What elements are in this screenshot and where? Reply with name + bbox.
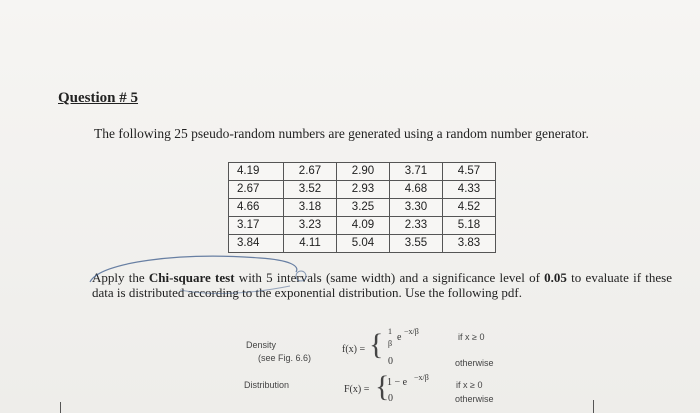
question-heading: Question # 5 (58, 90, 139, 106)
table-cell: 4.57 (443, 163, 496, 181)
density-case1-condition: if x ≥ 0 (458, 332, 485, 342)
edge-mark (593, 400, 594, 413)
distribution-case1: 1 − e (387, 377, 408, 388)
density-note: (see Fig. 6.6) (258, 353, 312, 363)
table-cell: 2.67 (229, 181, 284, 199)
table-row (229, 199, 496, 217)
density-exp-base: e (397, 332, 402, 343)
table-cell: 4.52 (443, 199, 496, 217)
table-row (229, 181, 496, 199)
intro-text: The following 25 pseudo-random numbers are generated using a random number generator. (94, 126, 589, 141)
table-cell: 4.66 (229, 199, 284, 217)
table-cell: 3.52 (284, 181, 337, 199)
table-row (229, 163, 496, 181)
instruction-part: with 5 intervals (same width) and a significance level of (234, 270, 545, 285)
table-cell: 2.93 (337, 181, 390, 199)
instruction-paragraph (92, 270, 672, 300)
table-cell: 3.17 (229, 217, 284, 235)
table-row (229, 235, 496, 253)
table-cell: 2.33 (390, 217, 443, 235)
density-fraction-num: 1 (388, 327, 392, 336)
density-brace: { (369, 328, 384, 361)
density-exp-power: −x/β (404, 327, 419, 336)
random-numbers-table (228, 162, 496, 253)
table-cell: 4.11 (284, 235, 337, 253)
density-lhs: f(x) = (342, 344, 366, 355)
distribution-brace: { (375, 370, 390, 403)
edge-mark (60, 402, 61, 413)
table-cell: 2.67 (284, 163, 337, 181)
distribution-case2-condition: otherwise (455, 394, 494, 404)
instruction-alpha: 0.05 (544, 270, 567, 285)
table-cell: 3.71 (390, 163, 443, 181)
table-row (229, 217, 496, 235)
table-cell: 3.83 (443, 235, 496, 253)
table-cell: 4.68 (390, 181, 443, 199)
distribution-case1-condition: if x ≥ 0 (456, 380, 483, 390)
instruction-part: to evaluate if these data is distributed according to the exponential distribution. Use the following pdf. (92, 270, 673, 300)
distribution-lhs: F(x) = (344, 384, 370, 395)
table-cell: 3.18 (284, 199, 337, 217)
distribution-label: Distribution (244, 380, 290, 390)
table-cell: 3.30 (390, 199, 443, 217)
density-label: Density (246, 340, 277, 350)
table-cell: 5.18 (443, 217, 496, 235)
table-cell: 3.23 (284, 217, 337, 235)
instruction-part: Apply the (92, 270, 149, 285)
distribution-exp-power: −x/β (414, 373, 429, 382)
table-cell: 5.04 (337, 235, 390, 253)
table-cell: 3.84 (229, 235, 284, 253)
table-cell: 4.33 (443, 181, 496, 199)
density-fraction-den: β (388, 339, 393, 348)
instruction-test-name: Chi-square test (148, 270, 235, 285)
density-case2-condition: otherwise (455, 358, 494, 368)
table-cell: 2.90 (337, 163, 390, 181)
table-cell: 3.55 (390, 235, 443, 253)
density-case2: 0 (388, 356, 393, 367)
table-cell: 4.19 (229, 163, 284, 181)
table-cell: 4.09 (337, 217, 390, 235)
table-cell: 3.25 (337, 199, 390, 217)
distribution-case2: 0 (388, 393, 393, 404)
